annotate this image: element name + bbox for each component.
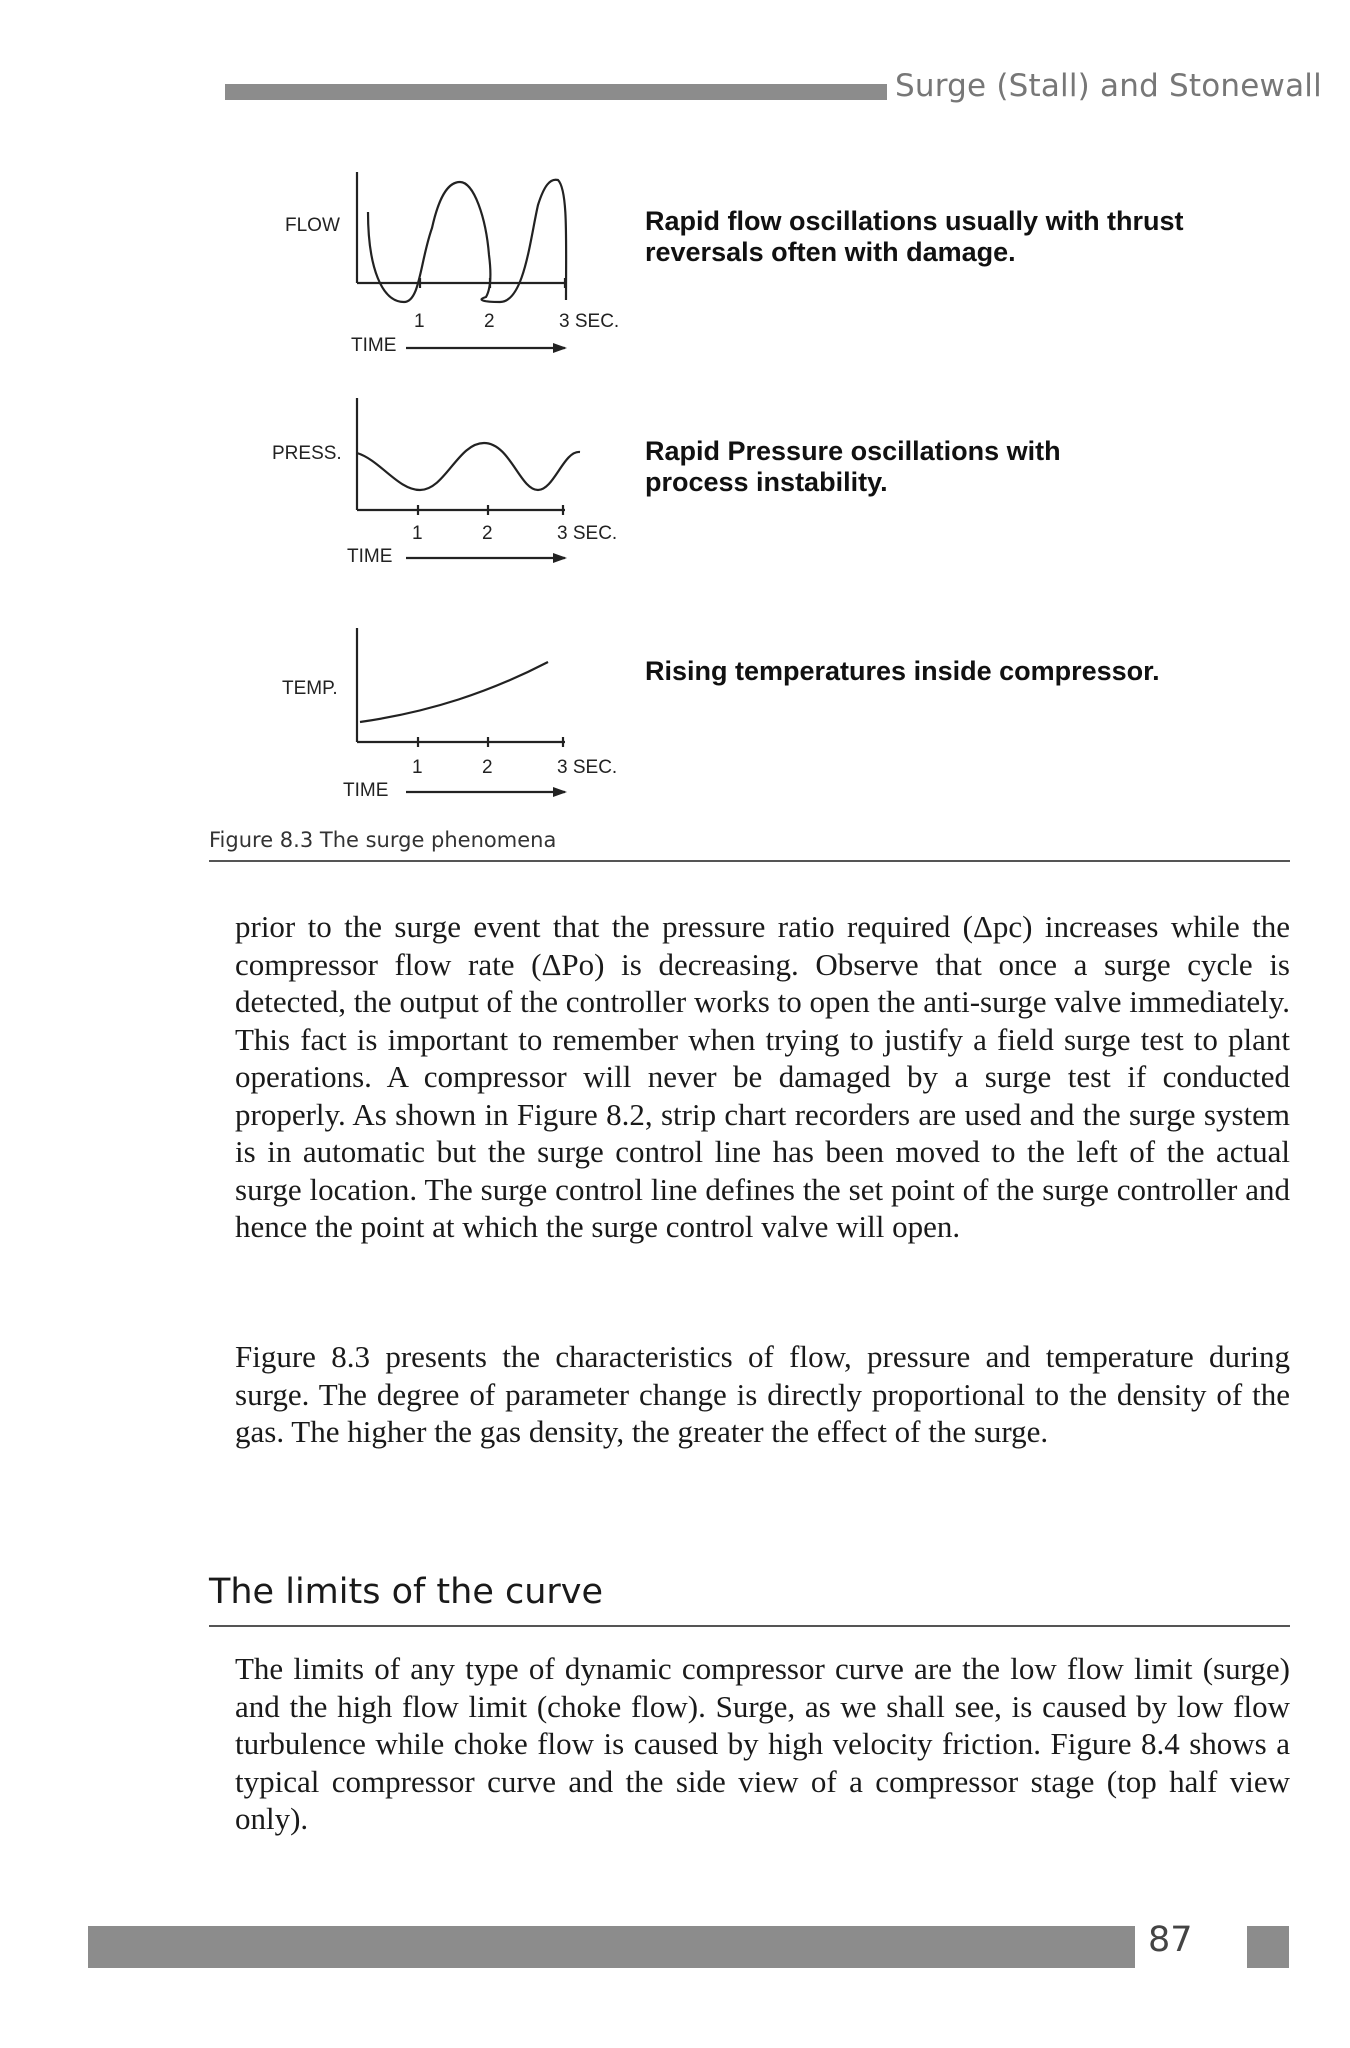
paragraph-1: prior to the surge event that the pressure ratio required (Δpc) increases while the compressor flow rate (ΔPo) is decreasing. Observe that once a surge cycle is detected, the output of the controller works to open the anti-surge valve immediately. This fact is important to remember when trying to justify a field surge test to plant operations. A compressor will never be damaged by a surge test if conducted properly. As shown in Figure 8.2, strip chart recorders are used and the surge system is in automatic but the surge control line has been moved to the left of the actual surge location. The surge control line defines the set point of the surge controller and hence the point at which the surge control valve will open. <box>235 909 1290 1244</box>
pressure-axis-label: PRESS. <box>272 443 342 464</box>
flow-tick-label-1: 1 <box>414 311 425 332</box>
figure-rule <box>209 860 1290 862</box>
pressure-tick-label-3: 3 SEC. <box>557 523 618 544</box>
temperature-caption: Rising temperatures inside compressor. <box>645 656 1160 686</box>
temperature-axis-label: TEMP. <box>282 678 338 699</box>
pressure-tick-label-2: 2 <box>482 523 493 544</box>
page-number: 87 <box>1148 1920 1193 1960</box>
paragraph-2: Figure 8.3 presents the characteristics of flow, pressure and temperature during surge. The degree of parameter change is directly proportional to the density of the gas. The higher the gas density, the greater the effect of the surge. <box>235 1339 1290 1449</box>
pressure-caption: Rapid Pressure oscillations with process instability. <box>645 436 1061 497</box>
flow-tick-label-2: 2 <box>484 311 495 332</box>
temperature-tick-label-3: 3 SEC. <box>557 757 618 778</box>
paragraph-3: The limits of any type of dynamic compressor curve are the low flow limit (surge) and the high flow limit (choke flow). Surge, as we shall see, is caused by low flow turbulence while choke flow is caused by high velocity friction. Figure 8.4 shows a typical compressor curve and the side view of a compressor stage (top half view only). <box>235 1651 1290 1836</box>
temperature-curve <box>360 662 548 722</box>
temperature-tick-label-2: 2 <box>482 757 493 778</box>
pressure-tick-label-1: 1 <box>412 523 423 544</box>
footer-bar <box>88 1926 1135 1968</box>
running-header: Surge (Stall) and Stonewall <box>895 68 1322 104</box>
pressure-curve <box>357 443 580 490</box>
flow-time-label: TIME <box>351 335 397 356</box>
temperature-panel <box>357 628 565 792</box>
flow-axis-label: FLOW <box>285 215 340 236</box>
figure-caption: Figure 8.3 The surge phenomena <box>209 828 557 852</box>
section-rule <box>209 1625 1290 1627</box>
pressure-panel <box>357 398 580 558</box>
temperature-time-label: TIME <box>343 780 389 801</box>
flow-caption: Rapid flow oscillations usually with thrust reversals often with damage. <box>645 206 1184 267</box>
flow-panel <box>357 172 566 348</box>
section-heading: The limits of the curve <box>209 1572 604 1612</box>
pressure-time-label: TIME <box>347 546 393 567</box>
temperature-tick-label-1: 1 <box>412 757 423 778</box>
flow-tick-label-3: 3 SEC. <box>559 311 620 332</box>
footer-square <box>1247 1926 1289 1968</box>
